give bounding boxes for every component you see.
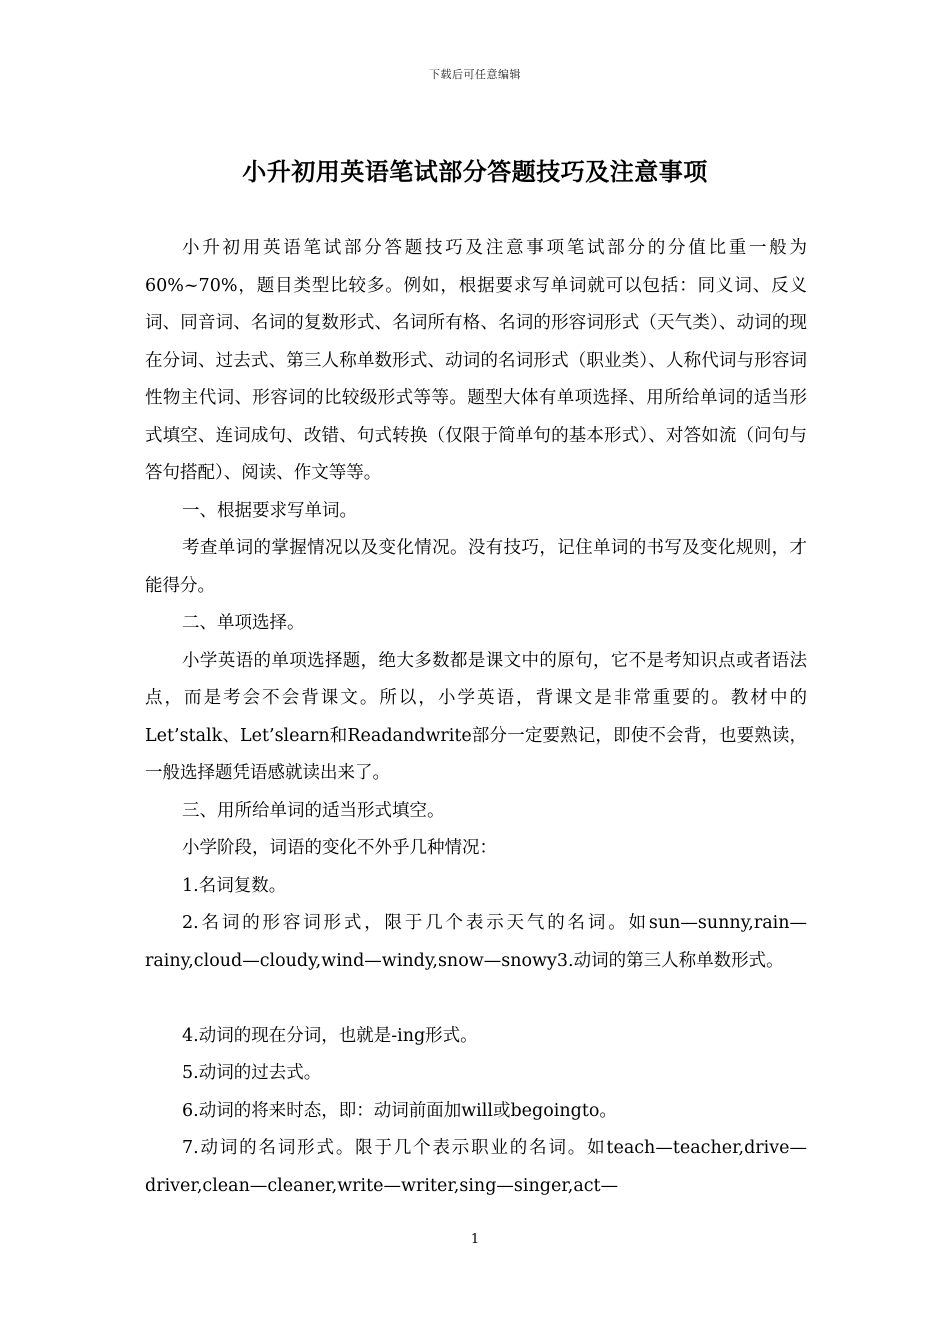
section-paragraph-1: 考查单词的掌握情况以及变化情况。没有技巧，记住单词的书写及变化规则，才能得分。 (145, 538, 807, 596)
intro-paragraph: 小升初用英语笔试部分答题技巧及注意事项笔试部分的分值比重一般为60%~70%，题目类型比较多。例如，根据要求写单词就可以包括：同义词、反义词、同音词、名词的复数形式、名词所有格、名词的形容词形式（天气类）、动词的现在分词、过去式、第三人称单数形式、动词的名词形式（职业类）、人称代词与形容词性物主代词、形容词的比较级形式等等。题型大体有单项选择、用所给单词的适当形式填空、连词成句、改错、句式转换（仅限于简单句的基本形式）、对答如流（问句与答句搭配）、阅读、作文等等。 (145, 238, 807, 483)
section-paragraph-3: 小学阶段，词语的变化不外乎几种情况： (182, 838, 497, 858)
list-item-6: 6.动词的将来时态，即：动词前面加will或begoingto。 (182, 1100, 617, 1121)
document-title: 小升初用英语笔试部分答题技巧及注意事项 (242, 157, 708, 186)
list-item-1: 1.名词复数。 (182, 875, 287, 896)
page-number: 1 (470, 1232, 480, 1247)
list-item-7: 7.动词的名词形式。限于几个表示职业的名词。如teach—teacher,drive—driver,clean—cleaner,write—writer,sing—singer,act— (145, 1138, 807, 1196)
section-heading-1: 一、根据要求写单词。 (182, 500, 357, 521)
list-item-2: 2.名词的形容词形式，限于几个表示天气的名词。如sun—sunny,rain—rainy,cloud—cloudy,wind—windy,snow—snowy3.动词的第三人称单数形式。 (145, 913, 807, 971)
list-item-4: 4.动词的现在分词，也就是-ing形式。 (182, 1025, 478, 1046)
section-paragraph-2: 小学英语的单项选择题，绝大多数都是课文中的原句，它不是考知识点或者语法点，而是考会不会背课文。所以，小学英语，背课文是非常重要的。教材中的Let’stalk、Let’slearn和Readandwrite部分一定要熟记，即使不会背，也要熟读，一般选择题凭语感就读出来了。 (145, 650, 807, 783)
section-heading-2: 二、单项选择。 (182, 613, 305, 633)
page-header-note: 下载后可任意编辑 (429, 68, 521, 81)
document-body (145, 230, 807, 1205)
section-heading-3: 三、用所给单词的适当形式填空。 (182, 800, 445, 821)
list-item-5: 5.动词的过去式。 (182, 1063, 322, 1083)
